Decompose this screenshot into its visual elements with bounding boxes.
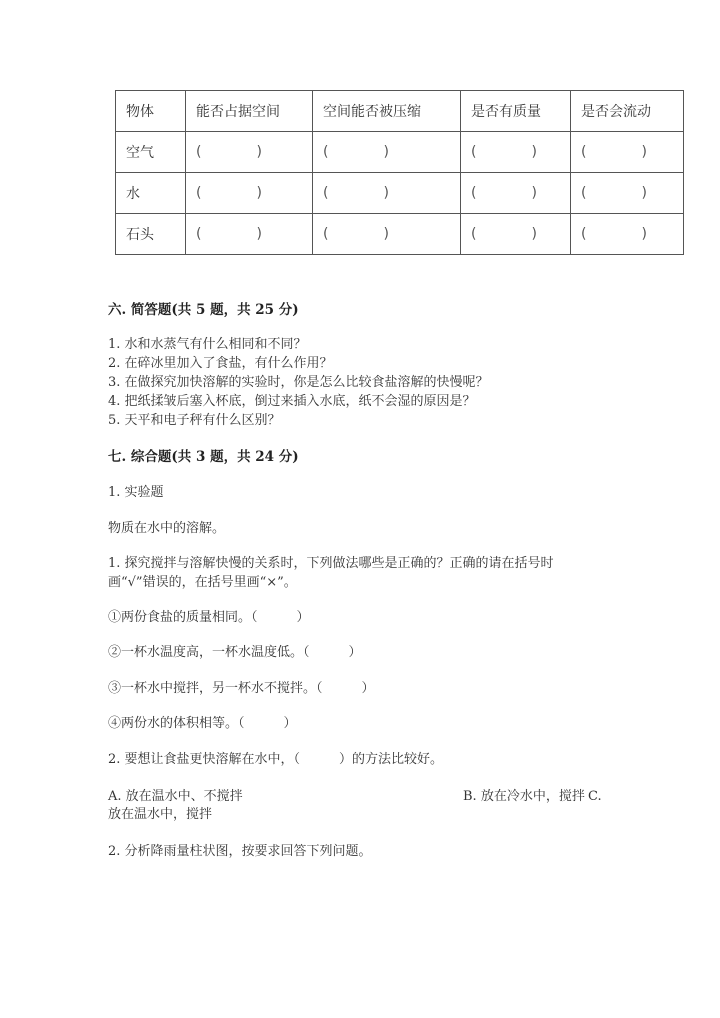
table-row <box>116 132 684 173</box>
answer-blank[interactable]: ( ) <box>571 173 684 214</box>
question-item: 1. 水和水蒸气有什么相同和不同？ <box>108 337 307 352</box>
row-label-water: 水 <box>116 173 186 214</box>
question-item: 5. 天平和电子秤有什么区别？ <box>108 413 281 428</box>
table-header-row <box>116 91 684 132</box>
properties-table <box>115 90 684 255</box>
row-label-air: 空气 <box>116 132 186 173</box>
table-row <box>116 173 684 214</box>
judgement-item[interactable]: ②一杯水温度高，一杯水温度低。（ ） <box>108 645 362 660</box>
question-item: 4. 把纸揉皱后塞入杯底，倒过来插入水底，纸不会湿的原因是？ <box>108 394 476 409</box>
judgement-item[interactable]: ④两份水的体积相等。（ ） <box>108 716 297 731</box>
question-title: 1. 实验题 <box>108 485 164 500</box>
question-text: 画“√”错误的，在括号里画“×”。 <box>108 575 297 590</box>
question-text: 1. 探究搅拌与溶解快慢的关系时，下列做法哪些是正确的？正确的请在括号时 <box>108 556 554 571</box>
answer-blank[interactable]: ( ) <box>571 214 684 255</box>
header-compressible: 空间能否被压缩 <box>313 91 461 132</box>
judgement-item[interactable]: ③一杯水中搅拌，另一杯水不搅拌。（ ） <box>108 681 375 696</box>
question-title: 2. 分析降雨量柱状图，按要求回答下列问题。 <box>108 844 372 859</box>
header-can-flow: 是否会流动 <box>571 91 684 132</box>
question-item: 3. 在做探究加快溶解的实验时，你是怎么比较食盐溶解的快慢呢？ <box>108 375 489 390</box>
question-intro: 物质在水中的溶解。 <box>108 521 226 536</box>
section-7-heading: 七. 综合题(共 3 题，共 24 分) <box>108 449 299 465</box>
judgement-item[interactable]: ①两份食盐的质量相同。（ ） <box>108 610 310 625</box>
answer-blank[interactable]: ( ) <box>313 214 461 255</box>
options-row <box>108 788 628 806</box>
option-c-label[interactable]: C. <box>588 789 602 804</box>
answer-blank[interactable]: ( ) <box>186 132 313 173</box>
answer-blank[interactable]: ( ) <box>313 173 461 214</box>
answer-blank[interactable]: ( ) <box>313 132 461 173</box>
header-object: 物体 <box>116 91 186 132</box>
header-occupy-space: 能否占据空间 <box>186 91 313 132</box>
answer-blank[interactable]: ( ) <box>461 214 571 255</box>
section-6-heading: 六. 简答题(共 5 题，共 25 分) <box>108 302 299 318</box>
option-c-text[interactable]: 放在温水中，搅拌 <box>108 807 213 822</box>
answer-blank[interactable]: ( ) <box>461 173 571 214</box>
answer-blank[interactable]: ( ) <box>571 132 684 173</box>
table-row <box>116 214 684 255</box>
answer-blank[interactable]: ( ) <box>461 132 571 173</box>
option-b[interactable]: B. 放在冷水中，搅拌 <box>463 789 585 804</box>
choice-question: 2. 要想让食盐更快溶解在水中，（ ）的方法比较好。 <box>108 752 444 767</box>
answer-blank[interactable]: ( ) <box>186 214 313 255</box>
header-has-mass: 是否有质量 <box>461 91 571 132</box>
question-item: 2. 在碎冰里加入了食盐，有什么作用？ <box>108 356 333 371</box>
option-a[interactable]: A. 放在温水中、不搅拌 <box>108 789 243 804</box>
row-label-stone: 石头 <box>116 214 186 255</box>
answer-blank[interactable]: ( ) <box>186 173 313 214</box>
